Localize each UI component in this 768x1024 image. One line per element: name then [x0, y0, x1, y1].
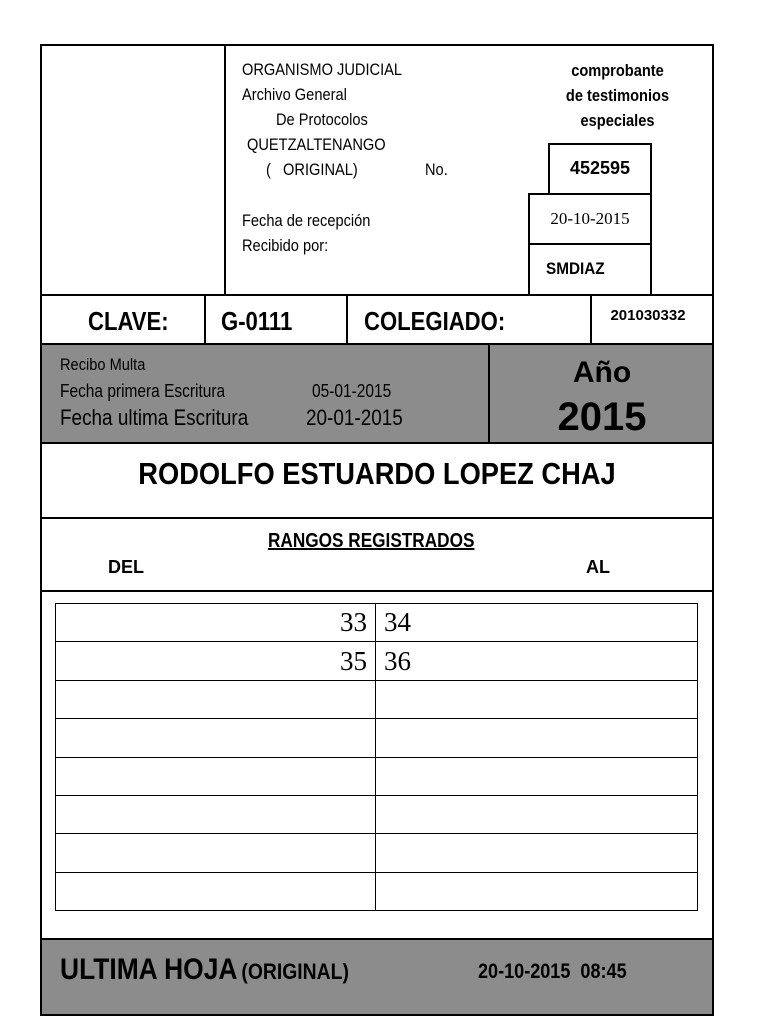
rango-row: [56, 680, 698, 718]
rango-del-cell: [56, 757, 376, 795]
rango-del-cell: 33: [56, 604, 376, 642]
clave-value: G-0111: [221, 306, 293, 336]
del-label: DEL: [108, 557, 144, 577]
recibo-multa-label: Recibo Multa: [60, 355, 146, 374]
org-line-4: QUETZALTENANGO: [247, 135, 386, 154]
rango-al-cell: [376, 680, 698, 718]
ultima-hoja-label: ULTIMA HOJA: [60, 953, 238, 986]
rango-al-cell: [376, 719, 698, 757]
fecha-primera-label: Fecha primera Escritura: [60, 381, 226, 401]
clave-divider-2: [346, 294, 348, 345]
comprobante-line-1: comprobante: [571, 61, 664, 80]
comprobante-line-3: especiales: [580, 111, 655, 130]
fecha-ultima-label: Fecha ultima Escritura: [60, 405, 249, 430]
rango-del-cell: [56, 872, 376, 910]
rango-al-cell: [376, 757, 698, 795]
fecha-ultima-value: 20-01-2015: [306, 405, 403, 430]
ultima-hoja: [60, 952, 349, 988]
rango-del-cell: [56, 795, 376, 833]
comprobante-line-2: de testimonios: [565, 86, 670, 105]
rango-al-cell: 36: [376, 642, 698, 680]
org-line-1: ORGANISMO JUDICIAL: [242, 60, 403, 79]
original-label: ( ORIGINAL): [266, 160, 358, 179]
colegiado-value: 201030332: [610, 307, 686, 324]
rango-row: [56, 642, 698, 680]
org-line-3: De Protocolos: [276, 110, 368, 129]
rango-row: [56, 795, 698, 833]
clave-divider-1: [204, 294, 206, 345]
fecha-primera-value: 05-01-2015: [312, 381, 392, 401]
anio-value: 2015: [557, 395, 647, 439]
rango-al-cell: [376, 872, 698, 910]
rango-row: [56, 604, 698, 642]
rango-del-cell: 35: [56, 642, 376, 680]
rango-al-cell: 34: [376, 604, 698, 642]
ultima-hoja-original: (ORIGINAL): [241, 959, 349, 984]
nombre: RODOLFO ESTUARDO LOPEZ CHAJ: [138, 456, 616, 491]
rango-del-cell: [56, 834, 376, 872]
rango-row: [56, 834, 698, 872]
rango-al-cell: [376, 834, 698, 872]
recibido-por-value: SMDIAZ: [546, 259, 605, 278]
colegiado-label: COLEGIADO:: [364, 306, 506, 336]
al-label: AL: [586, 557, 610, 577]
rango-row: [56, 757, 698, 795]
rango-al-cell: [376, 795, 698, 833]
logo-box: [40, 44, 226, 296]
org-line-2: Archivo General: [242, 85, 347, 104]
anio-label: Año: [572, 356, 632, 389]
numero-value: 452595: [569, 158, 631, 178]
rango-row: [56, 872, 698, 910]
rangos-title: RANGOS REGISTRADOS: [268, 530, 475, 552]
clave-label: CLAVE:: [88, 306, 169, 336]
fecha-recepcion-value: 20-10-2015: [550, 209, 630, 228]
recibido-por-label: Recibido por:: [242, 236, 329, 255]
rangos-table: [55, 603, 698, 911]
rango-row: [56, 719, 698, 757]
no-label: No.: [425, 160, 448, 179]
footer-fecha-hora: 20-10-2015 08:45: [478, 960, 627, 983]
rango-del-cell: [56, 719, 376, 757]
rango-del-cell: [56, 680, 376, 718]
fecha-recepcion-label: Fecha de recepción: [242, 211, 371, 230]
